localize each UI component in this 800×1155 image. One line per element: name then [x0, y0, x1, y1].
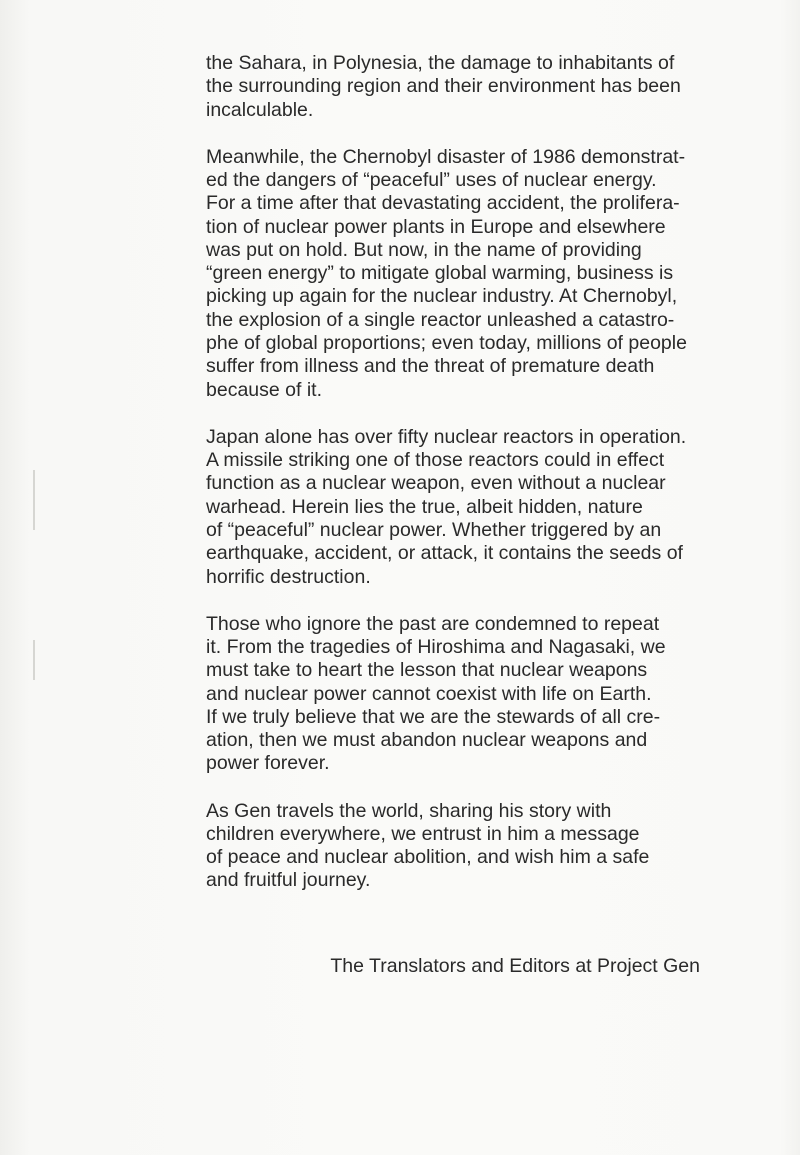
text-line: ation, then we must abandon nuclear weapons and [206, 729, 648, 752]
text-line: ed the dangers of “peaceful” uses of nuclear energy. [206, 168, 657, 191]
paragraph [206, 800, 706, 893]
paragraph [206, 52, 706, 122]
text-line: As Gen travels the world, sharing his story with [206, 799, 612, 822]
text-line: earthquake, accident, or attack, it contains the seeds of [206, 542, 683, 565]
text-line: children everywhere, we entrust in him a message [206, 822, 640, 845]
text-line: tion of nuclear power plants in Europe and elsewhere [206, 215, 666, 238]
body-text [206, 52, 706, 916]
text-line: warhead. Herein lies the true, albeit hidden, nature [206, 495, 643, 518]
paragraph [206, 146, 706, 402]
text-line: was put on hold. But now, in the name of providing [206, 238, 642, 261]
text-line: Meanwhile, the Chernobyl disaster of 1986 demonstrat- [206, 145, 686, 168]
text-line: suffer from illness and the threat of premature death [206, 355, 655, 378]
signature: The Translators and Editors at Project Gen [330, 955, 700, 977]
paragraph [206, 613, 706, 776]
text-line: the explosion of a single reactor unleashed a catastro- [206, 308, 675, 331]
scan-edge-mark [33, 640, 35, 680]
text-line: Japan alone has over fifty nuclear reactors in operation. [206, 425, 687, 448]
text-line: because of it. [206, 378, 322, 401]
text-line: and fruitful journey. [206, 869, 371, 892]
text-line: must take to heart the lesson that nuclear weapons [206, 659, 648, 682]
text-line: phe of global proportions; even today, millions of people [206, 332, 687, 355]
text-line: of peace and nuclear abolition, and wish him a safe [206, 846, 650, 869]
text-line: A missile striking one of those reactors could in effect [206, 449, 665, 472]
text-line: If we truly believe that we are the stewards of all cre- [206, 705, 661, 728]
text-line: horrific destruction. [206, 565, 371, 588]
text-line: and nuclear power cannot coexist with life on Earth. [206, 682, 652, 705]
text-line: For a time after that devastating accident, the prolifera- [206, 192, 680, 215]
paragraph [206, 426, 706, 589]
text-line: of “peaceful” nuclear power. Whether triggered by an [206, 518, 662, 541]
scan-edge-mark [33, 470, 35, 530]
text-line: function as a nuclear weapon, even without a nuclear [206, 472, 666, 495]
text-line: picking up again for the nuclear industry. At Chernobyl, [206, 285, 678, 308]
text-line: power forever. [206, 752, 330, 775]
text-line: “green energy” to mitigate global warming, business is [206, 262, 674, 285]
text-line: the Sahara, in Polynesia, the damage to inhabitants of [206, 52, 675, 74]
text-line: Those who ignore the past are condemned to repeat [206, 612, 660, 635]
text-line: the surrounding region and their environment has been [206, 75, 681, 98]
text-line: it. From the tragedies of Hiroshima and Nagasaki, we [206, 635, 666, 658]
text-line: incalculable. [206, 98, 314, 121]
